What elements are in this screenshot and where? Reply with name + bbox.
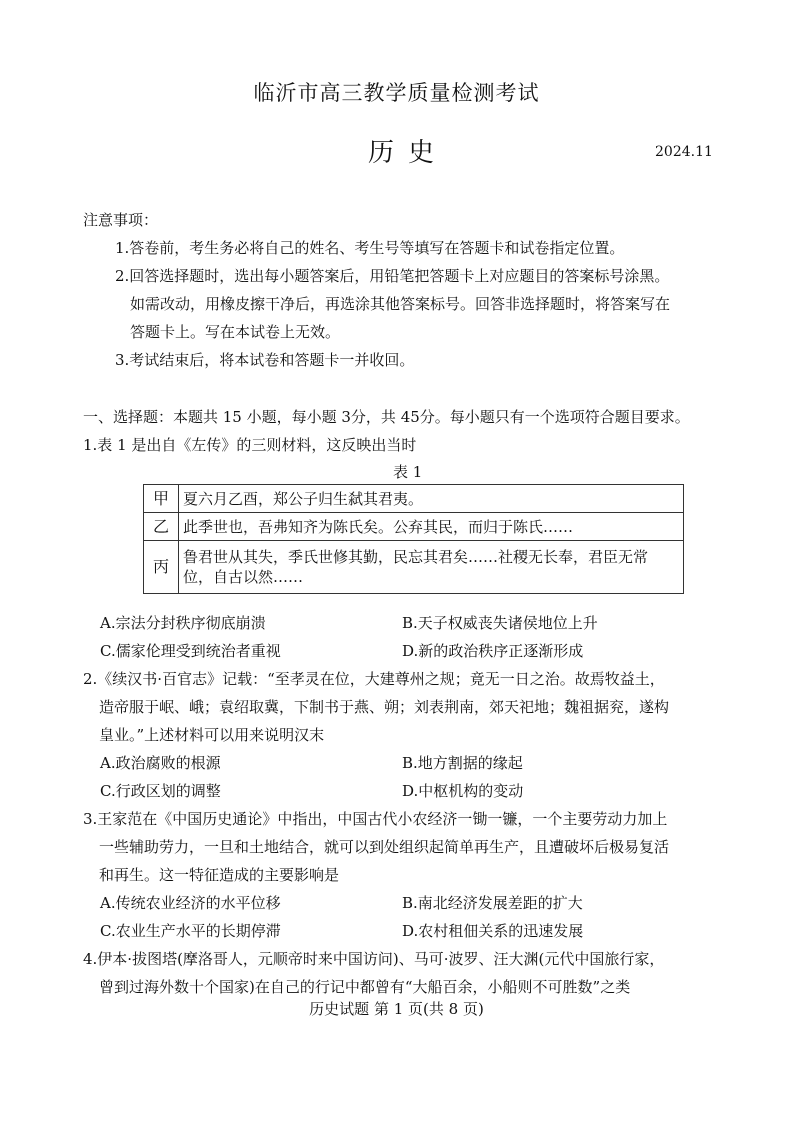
exam-date: 2024.11 (655, 144, 713, 160)
question-2-stem: 造帝服于岷、峨；袁绍取冀，下制书于燕、朔；刘表荆南，郊天祀地；魏祖据兖，遂构 (99, 698, 670, 716)
question-3-stem: 3.王家范在《中国历史通论》中指出，中国古代小农经济一锄一镰，一个主要劳动力加上 (83, 810, 668, 828)
exam-title: 临沂市高三教学质量检测考试 (253, 81, 540, 105)
notice-item: 3.考试结束后，将本试卷和答题卡一并收回。 (115, 351, 415, 369)
question-3-stem: 和再生。这一特征造成的主要影响是 (99, 866, 340, 884)
option-d: D.新的政治秩序正逐渐形成 (402, 642, 584, 660)
option-b: B.天子权威丧失诸侯地位上升 (402, 614, 598, 632)
table-row-text (179, 513, 684, 541)
question-3-stem: 一些辅助劳力，一旦和土地结合，就可以到处组织起简单再生产，且遭破坏后极易复活 (99, 838, 670, 856)
table-row-key: 丙 (144, 541, 179, 594)
table-row-text (179, 485, 684, 513)
table-row-text-line: 夏六月乙酉，郑公子归生弑其君夷。 (183, 489, 424, 508)
option-a: A.传统农业经济的水平位移 (100, 894, 281, 912)
table-row (144, 485, 684, 513)
question-2-stem: 皇业。”上述材料可以用来说明汉末 (99, 726, 325, 744)
question-4-stem: 4.伊本·拔图塔(摩洛哥人，元顺帝时来中国访问)、马可·波罗、汪大渊(元代中国旅行家， (83, 950, 665, 968)
question-4-stem: 曾到过海外数十个国家)在自己的行记中都曾有“大船百余，小船则不可胜数”之类 (99, 978, 631, 996)
table-caption: 表 1 (393, 463, 423, 481)
section-heading: 一、选择题：本题共 15 小题，每小题 3分，共 45分。每小题只有一个选项符合题目要求。 (83, 408, 690, 426)
question-1-stem: 1.表 1 是出自《左传》的三则材料，这反映出当时 (83, 436, 417, 454)
table-row-text (179, 541, 684, 594)
material-table (143, 484, 684, 594)
table-row-key: 乙 (144, 513, 179, 541)
option-a: A.政治腐败的根源 (100, 754, 221, 772)
option-c: C.儒家伦理受到统治者重视 (100, 642, 281, 660)
option-a: A.宗法分封秩序彻底崩溃 (100, 614, 266, 632)
option-c: C.行政区划的调整 (100, 782, 221, 800)
table-row (144, 541, 684, 594)
option-d: D.中枢机构的变动 (402, 782, 524, 800)
notice-item: 答题卡上。写在本试卷上无效。 (130, 323, 341, 341)
option-c: C.农业生产水平的长期停滞 (100, 922, 281, 940)
table-row-text-line: 鲁君世从其失，季氏世修其勤，民忘其君矣……社稷无长奉，君臣无常 (183, 548, 649, 566)
question-2-stem: 2.《续汉书·百官志》记载：“至孝灵在位，大建尊州之规；竟无一日之治。故焉牧益土， (83, 670, 665, 688)
notice-item: 2.回答选择题时，选出每小题答案后，用铅笔把答题卡上对应题目的答案标号涂黑。 (115, 267, 670, 285)
table-row-text-line: 此季世也，吾弗知齐为陈氏矣。公弃其民，而归于陈氏…… (183, 517, 574, 536)
table-row-key: 甲 (144, 485, 179, 513)
page-footer: 历史试题 第 1 页(共 8 页) (309, 1000, 484, 1018)
table-row-text-line: 位，自古以然…… (183, 568, 304, 586)
option-d: D.农村租佃关系的迅速发展 (402, 922, 584, 940)
option-b: B.南北经济发展差距的扩大 (402, 894, 583, 912)
subject-title: 历史 (368, 138, 449, 168)
notice-item: 1.答卷前，考生务必将自己的姓名、考生号等填写在答题卡和试卷指定位置。 (115, 239, 625, 257)
notice-heading: 注意事项： (83, 211, 159, 229)
table-row (144, 513, 684, 541)
option-b: B.地方割据的缘起 (402, 754, 523, 772)
notice-item: 如需改动，用橡皮擦干净后，再选涂其他答案标号。回答非选择题时，将答案写在 (130, 295, 671, 313)
